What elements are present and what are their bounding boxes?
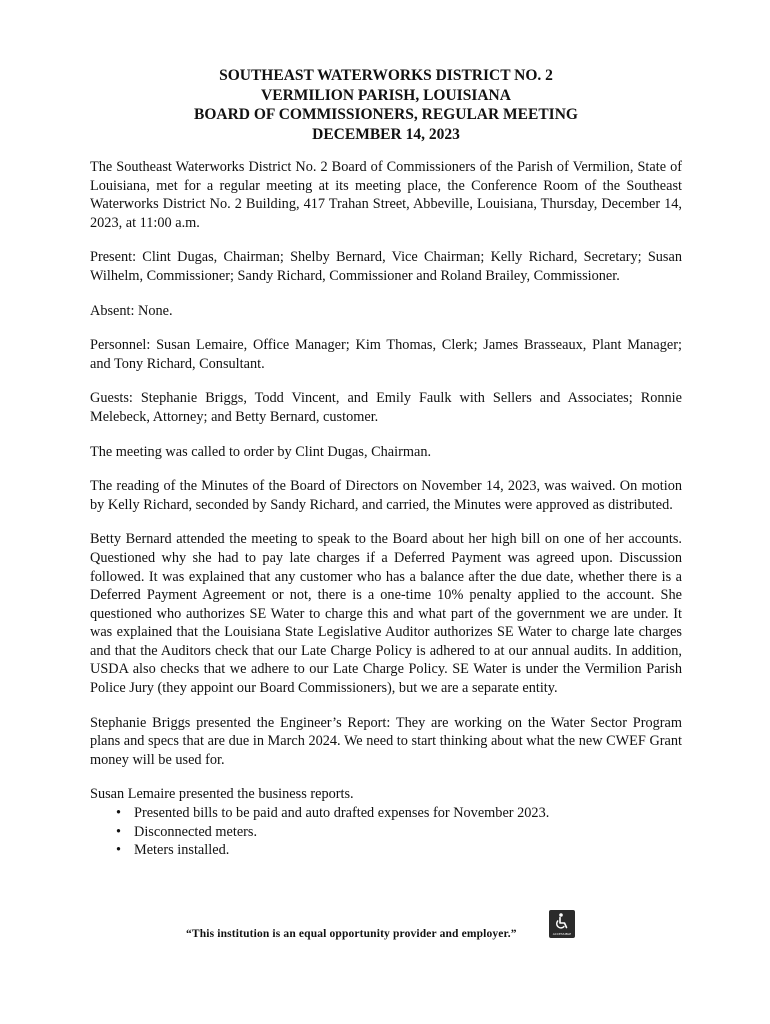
absent-paragraph: Absent: None. (90, 302, 173, 319)
title-line-meeting: BOARD OF COMMISSIONERS, REGULAR MEETING (194, 106, 578, 123)
list-item (90, 841, 682, 860)
minutes-paragraph: The reading of the Minutes of the Board of Directors on November 14, 2023, was waived. On motion by Kelly Richard, seconded by Sandy Richard, and carried, the Minutes were approved as distributed. (90, 478, 682, 513)
present-paragraph: Present: Clint Dugas, Chairman; Shelby Bernard, Vice Chairman; Kelly Richard, Secretary; Susan Wilhelm, Commissioner; Sandy Richard, Commissioner and Roland Brailey, Commissioner. (90, 249, 682, 284)
engineer-report-paragraph: Stephanie Briggs presented the Engineer’s Report: They are working on the Water Sector Program plans and specs that are due in March 2024. We need to start thinking about what the new CWEF Grant money will be used for. (90, 714, 682, 768)
intro-paragraph: The Southeast Waterworks District No. 2 Board of Commissioners of the Parish of Vermilion, State of Louisiana, met for a regular meeting at its meeting place, the Conference Room of the Southeast Waterworks District No. 2 Building, 417 Trahan Street, Abbeville, Louisiana, Thursday, December 14, 2023, at 11:00 a.m. (90, 159, 682, 231)
business-report-intro: Susan Lemaire presented the business reports. (90, 786, 354, 803)
title-line-district: SOUTHEAST WATERWORKS DISTRICT NO. 2 (219, 67, 553, 84)
document-page (90, 66, 682, 860)
personnel-paragraph: Personnel: Susan Lemaire, Office Manager; Kim Thomas, Clerk; James Brasseaux, Plant Manager; and Tony Richard, Consultant. (90, 337, 682, 372)
list-item (90, 804, 682, 823)
title-line-parish: VERMILION PARISH, LOUISIANA (261, 86, 511, 104)
bullet-icon: • (116, 805, 122, 822)
list-item (90, 823, 682, 842)
business-report-list (90, 804, 682, 860)
list-item-text: Meters installed. (134, 842, 230, 859)
call-to-order-paragraph: The meeting was called to order by Clint Dugas, Chairman. (90, 443, 432, 460)
list-item-text: Presented bills to be paid and auto drafted expenses for November 2023. (134, 805, 550, 822)
accessible-icon-label: ACCESSIBLE (552, 932, 572, 936)
list-item-text: Disconnected meters. (134, 823, 258, 840)
bullet-icon: • (116, 823, 122, 840)
guests-paragraph: Guests: Stephanie Briggs, Todd Vincent, and Emily Faulk with Sellers and Associates; Ronnie Melebeck, Attorney; and Betty Bernard, customer. (90, 390, 682, 425)
accessible-icon (549, 910, 575, 938)
equal-opportunity-statement: “This institution is an equal opportunity provider and employer.” (186, 928, 517, 940)
customer-discussion-paragraph: Betty Bernard attended the meeting to speak to the Board about her high bill on one of her accounts. Questioned why she had to pay late charges if a Deferred Payment was agreed upon. Discussion followed. It was explained that any customer who has a balance after the due date, whether there is a Deferred Payment Agreement or not, there is a one-time 10% penalty applied to the account. She questioned who authorizes SE Water to charge this and what part of the government we are under. It was explained that the Louisiana State Legislative Auditor authorizes SE Water to charge late charges and that the Auditors check that our Late Charge Policy is adhered to at our annual audits. In addition, USDA also checks that we adhere to our Late Charge Policy. SE Water is under the Vermilion Parish Police Jury (they appoint our Board Commissioners), but we are a separate entity. (90, 531, 682, 697)
bullet-icon: • (116, 842, 122, 859)
title-line-date: DECEMBER 14, 2023 (312, 125, 460, 143)
document-title (90, 66, 682, 144)
